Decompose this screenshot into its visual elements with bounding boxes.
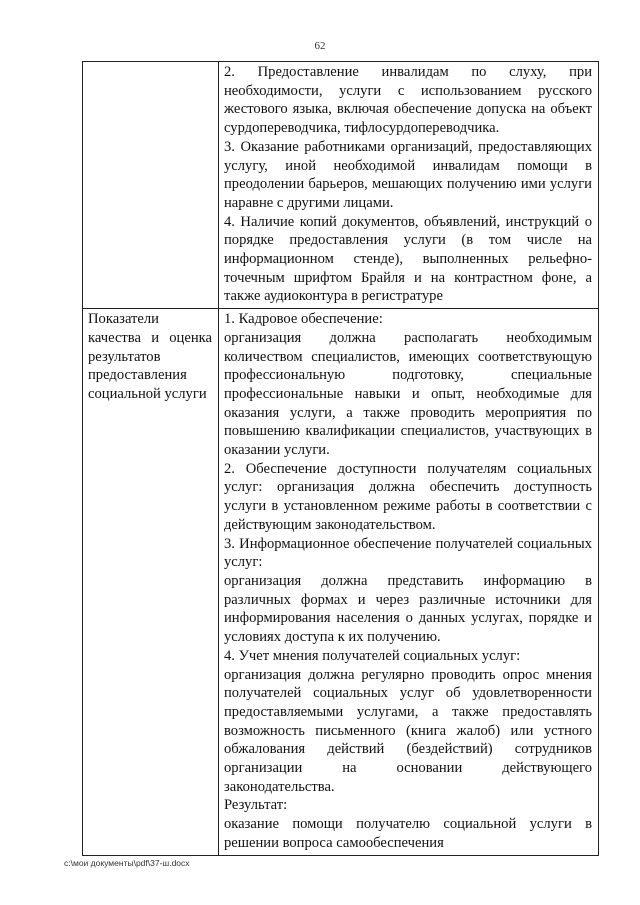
information-support-text: организация должна представить информацию в различных формах и через различные источники для информирования населения о данных услугах, порядке и условиях доступа к их получению. xyxy=(224,572,592,646)
information-support-heading: 3. Информационное обеспечение получателей социальных услуг: xyxy=(224,535,592,571)
result-label: Результат: xyxy=(224,797,288,814)
result-text: оказание помощи получателю социальной услуги в решении вопроса самообеспечения xyxy=(224,816,592,851)
staffing-text: организация должна располагать необходимым количеством специалистов, имеющих соответствующую профессиональную подготовку, специальные профессиональные навыки и опыт, необходимые для оказания услуги, а также проводить мероприятия по повышению квалификации специалистов, участвующих в оказании услуги. xyxy=(224,329,592,459)
table-row xyxy=(83,309,599,855)
quality-indicators-label xyxy=(83,309,219,855)
page-number: 62 xyxy=(314,40,326,52)
row1-right-cell xyxy=(219,62,599,309)
accessibility-item-2: 2. Предоставление инвалидам по слуху, при необходимости, услуги с использованием русского жестового языка, включая обеспечение допуска на объект сурдопереводчика, тифлосурдопереводчика. xyxy=(224,64,592,137)
accessibility-item-4: 4. Наличие копий документов, объявлений, инструкций о порядке предоставления услуги (в том числе на информационном стенде), выполненных рельефно-точечным шрифтом Брайля и на контрастном фоне, а также аудиоконтура в регистратуре xyxy=(224,213,592,305)
staffing-heading: 1. Кадровое обеспечение: xyxy=(224,311,383,328)
accessibility-item-3: 3. Оказание работниками организаций, предоставляющих услугу, иной необходимой инвалидам помощи в преодолении барьеров, мешающих получению ими услуги наравне с другими лицами. xyxy=(224,138,592,211)
quality-label-rest: качества и оценка результатов предоставления социальной услуги xyxy=(88,329,212,402)
opinion-survey-text: организация должна регулярно проводить опрос мнения получателей социальных услуг об удовлетворенности предоставляемыми услугами, а также предоставлять возможность письменного (книга жалоб) или устного обжалования действий (бездействий) сотрудников организации на основании действующего законодательства. xyxy=(224,666,592,795)
row1-left-cell xyxy=(83,62,219,309)
accessibility-provision-text: 2. Обеспечение доступности получателям социальных услуг: организация должна обеспечить доступность услуги в установленном режиме работы в соответствии с действующим законодательством. xyxy=(224,460,592,533)
quality-label-line1: Показатели xyxy=(88,311,159,328)
footer-file-path: c:\мои документы\pdf\37-ш.docx xyxy=(64,858,190,868)
table-row xyxy=(83,62,599,309)
row2-right-cell xyxy=(219,309,599,855)
service-standard-table xyxy=(82,61,599,856)
opinion-survey-heading: 4. Учет мнения получателей социальных услуг: xyxy=(224,647,521,664)
